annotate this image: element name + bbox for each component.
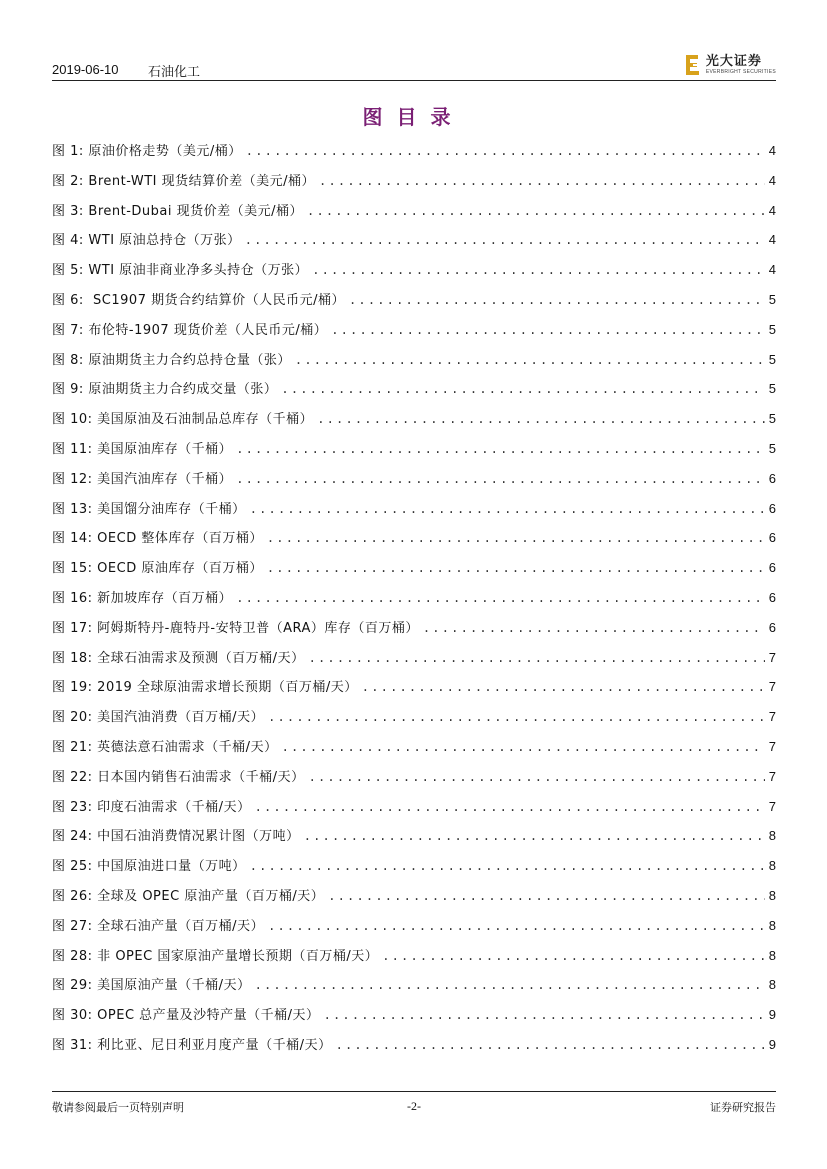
toc-entry[interactable] (52, 498, 776, 528)
toc-entry-page: 7 (768, 738, 776, 754)
toc-entry[interactable] (52, 1034, 776, 1064)
toc-entry-page: 8 (768, 947, 776, 963)
toc-entry-label: 图 16: 新加坡库存（百万桶） (52, 590, 233, 606)
toc-leader-dots (423, 621, 765, 635)
toc-entry[interactable] (52, 736, 776, 766)
toc-entry-label: 图 23: 印度石油需求（千桶/天） (52, 799, 251, 815)
toc-leader-dots (282, 740, 765, 754)
toc-entry-page: 8 (768, 858, 776, 874)
toc-entry[interactable] (52, 1004, 776, 1034)
toc-entry-label: 图 13: 美国馏分油库存（千桶） (52, 501, 246, 517)
toc-entry-label: 图 12: 美国汽油库存（千桶） (52, 471, 233, 487)
toc-entry-page: 9 (768, 1036, 776, 1052)
toc-entry-page: 8 (768, 887, 776, 903)
toc-entry-page: 7 (768, 798, 776, 814)
toc-leader-dots (362, 680, 765, 694)
toc-leader-dots (328, 889, 765, 903)
toc-entry-page: 9 (768, 1007, 776, 1023)
toc-leader-dots (309, 651, 765, 665)
toc-leader-dots (255, 800, 765, 814)
toc-leader-dots (236, 442, 765, 456)
logo-mark-icon (684, 53, 702, 77)
toc-leader-dots (349, 293, 765, 307)
toc-entry[interactable] (52, 974, 776, 1004)
toc-entry[interactable] (52, 259, 776, 289)
toc-entry-page: 5 (768, 351, 776, 367)
toc-entry[interactable] (52, 706, 776, 736)
toc-entry-page: 6 (768, 589, 776, 605)
toc-entry-label: 图 20: 美国汽油消费（百万桶/天） (52, 710, 265, 726)
toc-entry[interactable] (52, 349, 776, 379)
toc-entry-page: 6 (768, 619, 776, 635)
toc-leader-dots (250, 502, 765, 516)
toc-entry[interactable] (52, 617, 776, 647)
toc-entry-label: 图 6: SC1907 期货合约结算价（人民币元/桶） (52, 292, 345, 308)
toc-entry[interactable] (52, 557, 776, 587)
toc-entry[interactable] (52, 527, 776, 557)
toc-leader-dots (312, 263, 765, 277)
toc-entry-label: 图 4: WTI 原油总持仓（万张） (52, 233, 241, 249)
toc-entry-page: 5 (768, 411, 776, 427)
toc-leader-dots (268, 919, 765, 933)
toc-entry-label: 图 5: WTI 原油非商业净多头持仓（万张） (52, 263, 309, 279)
toc-entry[interactable] (52, 945, 776, 975)
report-sector: 石油化工 (148, 65, 201, 80)
toc-entry[interactable] (52, 438, 776, 468)
toc-leader-dots (236, 591, 765, 605)
toc-entry[interactable] (52, 855, 776, 885)
toc-entry-label: 图 27: 全球石油产量（百万桶/天） (52, 918, 265, 934)
toc-leader-dots (307, 204, 765, 218)
toc-entry[interactable] (52, 915, 776, 945)
toc-entry[interactable] (52, 885, 776, 915)
toc-entry-label: 图 24: 中国石油消费情况累计图（万吨） (52, 829, 300, 845)
toc-leader-dots (295, 353, 765, 367)
toc-entry[interactable] (52, 200, 776, 230)
company-logo (684, 50, 776, 80)
toc-entry-page: 5 (768, 291, 776, 307)
toc-entry-label: 图 3: Brent-Dubai 现货价差（美元/桶） (52, 203, 304, 219)
toc-entry[interactable] (52, 408, 776, 438)
toc-entry-page: 4 (768, 172, 776, 188)
toc-leader-dots (236, 472, 765, 486)
toc-entry-label: 图 28: 非 OPEC 国家原油产量增长预期（百万桶/天） (52, 948, 379, 964)
table-of-figures (52, 140, 776, 1064)
toc-entry-page: 7 (768, 709, 776, 725)
toc-entry-label: 图 15: OECD 原油库存（百万桶） (52, 561, 263, 577)
toc-entry-page: 4 (768, 232, 776, 248)
logo-text-en: EVERBRIGHT SECURITIES (705, 69, 776, 75)
toc-leader-dots (317, 412, 765, 426)
toc-entry-page: 4 (768, 262, 776, 278)
logo-text-cn: 光大证券 (705, 54, 762, 69)
toc-entry[interactable] (52, 587, 776, 617)
toc-entry-label: 图 17: 阿姆斯特丹-鹿特丹-安特卫普（ARA）库存（百万桶） (52, 620, 419, 636)
header-divider (52, 80, 776, 81)
toc-entry-label: 图 21: 英德法意石油需求（千桶/天） (52, 739, 278, 755)
toc-entry-label: 图 18: 全球石油需求及预测（百万桶/天） (52, 650, 305, 666)
toc-entry[interactable] (52, 289, 776, 319)
toc-entry[interactable] (52, 378, 776, 408)
toc-entry-label: 图 8: 原油期货主力合约总持仓量（张） (52, 352, 291, 368)
page-number: -2- (407, 1099, 421, 1113)
toc-entry-label: 图 11: 美国原油库存（千桶） (52, 441, 233, 457)
toc-leader-dots (245, 233, 765, 247)
footer-report-type: 证券研究报告 (710, 1101, 776, 1114)
toc-entry[interactable] (52, 647, 776, 677)
toc-leader-dots (281, 382, 764, 396)
toc-entry-page: 8 (768, 917, 776, 933)
toc-entry-page: 5 (768, 321, 776, 337)
toc-entry-page: 7 (768, 768, 776, 784)
report-date: 2019-06-10 (52, 62, 119, 77)
toc-leader-dots (246, 144, 765, 158)
toc-entry-label: 图 7: 布伦特-1907 现货价差（人民币元/桶） (52, 322, 328, 338)
toc-entry[interactable] (52, 319, 776, 349)
footer-divider (52, 1091, 776, 1092)
toc-entry[interactable] (52, 468, 776, 498)
toc-entry-page: 7 (768, 679, 776, 695)
toc-leader-dots (336, 1038, 765, 1052)
toc-leader-dots (331, 323, 765, 337)
toc-entry-label: 图 30: OPEC 总产量及沙特产量（千桶/天） (52, 1008, 320, 1024)
toc-leader-dots (304, 829, 765, 843)
toc-entry-label: 图 14: OECD 整体库存（百万桶） (52, 531, 263, 547)
toc-entry[interactable] (52, 229, 776, 259)
footer-disclaimer: 敬请参阅最后一页特别声明 (52, 1101, 184, 1114)
toc-entry-label: 图 29: 美国原油产量（千桶/天） (52, 978, 251, 994)
toc-entry[interactable] (52, 676, 776, 706)
toc-entry-label: 图 1: 原油价格走势（美元/桶） (52, 144, 242, 159)
toc-entry-page: 6 (768, 470, 776, 486)
toc-leader-dots (250, 859, 765, 873)
toc-entry-page: 8 (768, 977, 776, 993)
toc-entry-page: 5 (768, 381, 776, 397)
toc-entry-label: 图 25: 中国原油进口量（万吨） (52, 859, 246, 875)
toc-leader-dots (324, 1008, 765, 1022)
toc-entry-label: 图 19: 2019 全球原油需求增长预期（百万桶/天） (52, 680, 358, 696)
toc-leader-dots (267, 561, 765, 575)
page-title: 图目录 (362, 105, 465, 129)
toc-leader-dots (319, 174, 765, 188)
toc-entry[interactable] (52, 766, 776, 796)
toc-entry-label: 图 22: 日本国内销售石油需求（千桶/天） (52, 769, 305, 785)
toc-entry[interactable] (52, 796, 776, 826)
toc-entry-page: 4 (768, 143, 776, 158)
toc-entry-page: 6 (768, 560, 776, 576)
toc-leader-dots (268, 710, 765, 724)
toc-entry-page: 8 (768, 828, 776, 844)
toc-entry-page: 6 (768, 530, 776, 546)
page-footer (52, 1099, 776, 1115)
toc-entry[interactable] (52, 170, 776, 200)
toc-leader-dots (267, 531, 765, 545)
toc-entry-page: 5 (768, 440, 776, 456)
toc-entry[interactable] (52, 825, 776, 855)
toc-entry[interactable] (52, 140, 776, 170)
toc-leader-dots (255, 978, 765, 992)
toc-leader-dots (382, 949, 765, 963)
toc-entry-page: 6 (768, 500, 776, 516)
page-header (52, 54, 776, 80)
toc-entry-label: 图 31: 利比亚、尼日利亚月度产量（千桶/天） (52, 1037, 332, 1053)
toc-entry-label: 图 10: 美国原油及石油制品总库存（千桶） (52, 412, 314, 428)
toc-entry-page: 7 (768, 649, 776, 665)
toc-leader-dots (309, 770, 765, 784)
toc-entry-label: 图 26: 全球及 OPEC 原油产量（百万桶/天） (52, 888, 325, 904)
toc-entry-label: 图 9: 原油期货主力合约成交量（张） (52, 382, 278, 398)
toc-entry-label: 图 2: Brent-WTI 现货结算价差（美元/桶） (52, 173, 316, 189)
toc-entry-page: 4 (768, 202, 776, 218)
